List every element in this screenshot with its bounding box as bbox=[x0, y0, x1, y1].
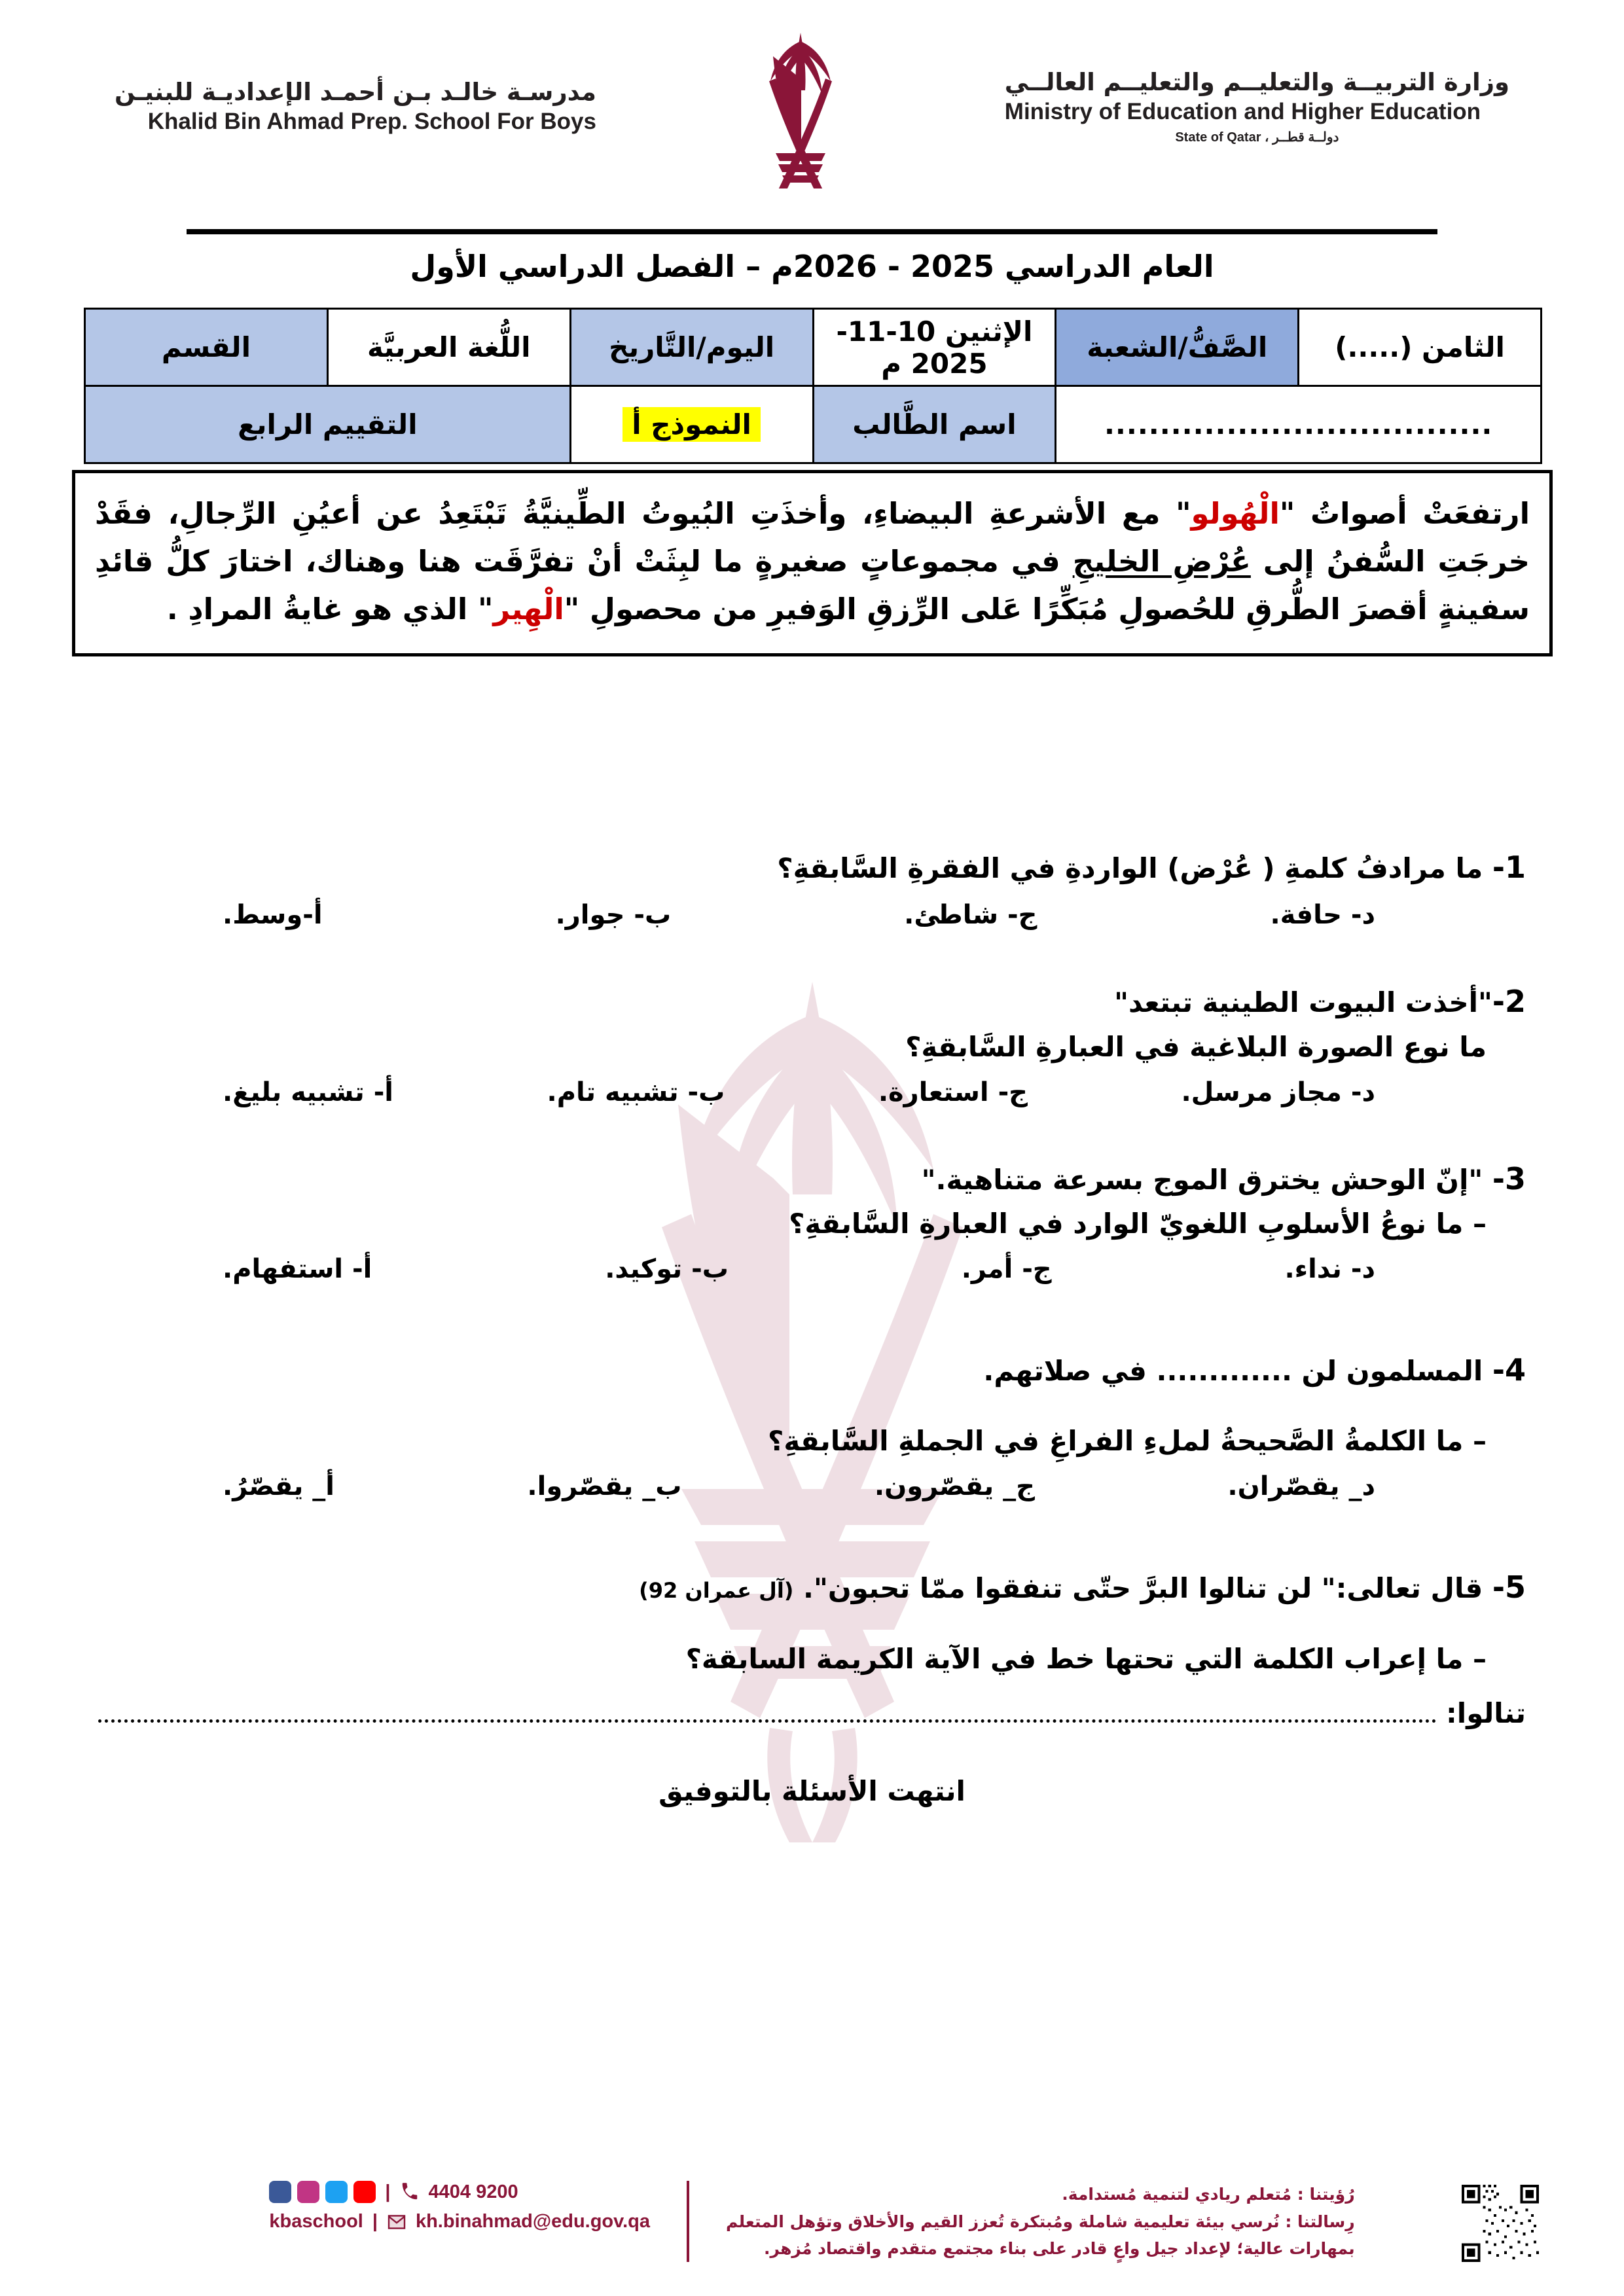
twitter-icon[interactable] bbox=[325, 2181, 348, 2203]
cell-date-label: اليوم/التَّاريخ bbox=[570, 309, 813, 386]
page-footer bbox=[0, 2181, 1624, 2262]
question-4-subtext: – ما الكلمةُ الصَّحيحةُ لملءِ الفراغِ في الجملةِ السَّابقةِ؟ bbox=[767, 1425, 1487, 1458]
cell-student-name-label: اسم الطَّالب bbox=[813, 386, 1056, 463]
contact-block bbox=[269, 2181, 650, 2233]
table-row bbox=[85, 386, 1542, 463]
option-a[interactable]: أ- تشبيه بليغ. bbox=[223, 1077, 394, 1107]
qr-code-icon bbox=[1462, 2185, 1539, 2262]
passage-part-2: " مع الأشرعةِ البيضاءِ، وأخذَتِ البُيوتُ الطِّينيَّةُ تَبْتَعِدُ عن أعيُنِ الرِّجالِ، فقَدْ خرجَتِ السُّفنُ إلى bbox=[95, 496, 1530, 579]
exam-info-table bbox=[84, 308, 1542, 464]
question-4-options bbox=[0, 1462, 1624, 1501]
end-of-questions-note: انتهت الأسئلة بالتوفيق bbox=[659, 1774, 965, 1807]
question-4 bbox=[0, 1347, 1624, 1501]
school-name-english: Khalid Bin Ahmad Prep. School For Boys bbox=[147, 109, 596, 134]
answer-blank-line[interactable] bbox=[98, 1713, 1437, 1723]
question-2-body: "أخذت البيوت الطينية تبتعد" bbox=[1114, 986, 1492, 1019]
mission-label: رِسالتنا : bbox=[1285, 2212, 1355, 2231]
vision-mission-block bbox=[726, 2181, 1355, 2262]
option-b[interactable]: ب_ يقصّروا. bbox=[527, 1471, 682, 1502]
email-address: kh.binahmad@edu.gov.qa bbox=[415, 2211, 651, 2233]
cell-subject-value: اللُّغة العربيَّة bbox=[327, 309, 570, 386]
question-2-subtext: ما نوع الصورة البلاغية في العبارةِ السَّابقةِ؟ bbox=[905, 1030, 1487, 1063]
cell-model-value bbox=[570, 386, 813, 463]
question-3-subtext: – ما نوعُ الأسلوبِ اللغويّ الوارد في العبارةِ السَّابقةِ؟ bbox=[789, 1207, 1487, 1240]
question-3-text bbox=[0, 1156, 1624, 1202]
question-3 bbox=[0, 1156, 1624, 1284]
facebook-icon[interactable] bbox=[269, 2181, 291, 2203]
ministry-name-arabic: وزارة التربيــة والتعليــم والتعليــم العالــي bbox=[1004, 67, 1509, 96]
question-3-number: 3- bbox=[1492, 1160, 1526, 1196]
qatar-emblem-icon bbox=[715, 25, 886, 188]
vision-line bbox=[726, 2181, 1355, 2208]
option-d[interactable]: د_ يقصّران. bbox=[1227, 1471, 1375, 1502]
question-4-number: 4- bbox=[1492, 1352, 1526, 1388]
question-5-text bbox=[0, 1564, 1624, 1611]
email-icon bbox=[387, 2214, 406, 2230]
phone-icon bbox=[400, 2182, 420, 2202]
answer-label: تنالوا: bbox=[1446, 1696, 1526, 1729]
option-a[interactable]: أ_ يقصّرُ. bbox=[223, 1471, 334, 1502]
passage-part-3: في مجموعاتٍ صغيرةٍ ما لبِثَتْ أنْ تفرَّقَت هنا وهناك، اختارَ كلُّ قائدِ سفينةٍ أقصرَ الطُّرقِ للحُصولِ مُبَكِّرًا عَلى الرِّزقِ الوَفيرِ من محصولِ " bbox=[95, 543, 1530, 626]
reading-passage bbox=[72, 470, 1553, 656]
vision-text: مُتعلم ريادي لتنمية مُستدامة. bbox=[1062, 2185, 1297, 2204]
option-b[interactable]: ب- تشبيه تام. bbox=[547, 1077, 725, 1107]
instagram-icon[interactable] bbox=[297, 2181, 319, 2203]
question-1-options bbox=[0, 891, 1624, 930]
handle-row bbox=[269, 2211, 650, 2233]
option-b[interactable]: ب- جوار. bbox=[555, 900, 672, 931]
page-title: العام الدراسي 2025 - 2026م – الفصل الدراسي الأول bbox=[410, 249, 1214, 284]
question-5 bbox=[0, 1564, 1624, 1729]
phone-number: 4404 9200 bbox=[428, 2181, 518, 2202]
option-b[interactable]: ب- توكيد. bbox=[605, 1254, 729, 1285]
pipe-separator: | bbox=[385, 2181, 391, 2202]
question-5-number: 5- bbox=[1492, 1570, 1526, 1605]
youtube-icon[interactable] bbox=[353, 2181, 376, 2203]
cell-grade-value: الثامن (.....) bbox=[1299, 309, 1542, 386]
option-c[interactable]: ج- شاطئ. bbox=[904, 900, 1038, 931]
question-5-answer-row bbox=[0, 1680, 1624, 1729]
social-handle: kbaschool bbox=[269, 2211, 363, 2233]
mission-line-2: بمهارات عالية؛ لإعداد جيل واعٍ قادر على بناء مجتمع متقدم واقتصاد مُزهر. bbox=[764, 2238, 1355, 2258]
option-d[interactable]: د- مجاز مرسل. bbox=[1181, 1077, 1375, 1107]
cell-date-value: الإثنين 10-11-2025 م bbox=[813, 309, 1056, 386]
question-3-options bbox=[0, 1245, 1624, 1284]
school-block bbox=[115, 78, 596, 135]
state-english: State of Qatar bbox=[1175, 130, 1261, 145]
ministry-block bbox=[1005, 68, 1509, 145]
option-c[interactable]: ج- استعارة. bbox=[878, 1077, 1028, 1107]
questions-section bbox=[0, 844, 1624, 1807]
option-a[interactable]: أ-وسط. bbox=[223, 900, 323, 931]
option-a[interactable]: أ- استفهام. bbox=[223, 1254, 372, 1285]
model-highlight: النموذج أ bbox=[623, 407, 761, 442]
question-1-number: 1- bbox=[1492, 850, 1526, 885]
option-c[interactable]: ج- أمر. bbox=[961, 1254, 1052, 1285]
question-2 bbox=[0, 978, 1624, 1107]
title-divider bbox=[187, 229, 1437, 234]
pipe-separator-2: | bbox=[372, 2211, 378, 2233]
vision-label: رُؤيتنا : bbox=[1297, 2185, 1355, 2204]
table-row bbox=[85, 309, 1542, 386]
question-1-body: ما مرادفُ كلمةِ ( عُرْض) الواردةِ في الفقرةِ السَّابقةِ؟ bbox=[777, 852, 1492, 884]
state-label: State of Qatar ، دولــة قطــر bbox=[1175, 130, 1339, 145]
passage-part-1: ارتفعَتْ أصواتُ " bbox=[1279, 496, 1530, 531]
question-2-text bbox=[0, 978, 1624, 1025]
question-1 bbox=[0, 844, 1624, 930]
school-name-arabic: مدرسـة خالـد بـن أحمـد الإعداديـة للبنيـن bbox=[115, 78, 596, 106]
passage-underlined-phrase: عُرْضِ الخليجِ bbox=[1072, 543, 1251, 579]
option-d[interactable]: د- حافة. bbox=[1270, 900, 1375, 931]
footer-divider bbox=[687, 2181, 689, 2262]
cell-subject-label: القسم bbox=[85, 309, 328, 386]
question-4-text bbox=[0, 1347, 1624, 1393]
social-icons bbox=[269, 2181, 376, 2203]
question-5-body: قال تعالى:" لن تنالوا البرَّ حتّى تنفقوا ممّا تحبون". bbox=[803, 1572, 1492, 1605]
cell-grade-label: الصَّفُّ/الشعبة bbox=[1056, 309, 1299, 386]
cell-student-name-value[interactable]: ................................... bbox=[1056, 386, 1542, 463]
option-d[interactable]: د- نداء. bbox=[1284, 1254, 1375, 1285]
passage-keyword-holo: الْهُولو bbox=[1191, 496, 1280, 531]
question-1-text bbox=[0, 844, 1624, 891]
question-5-reference: (آل عمران 92) bbox=[639, 1578, 794, 1604]
mission-line-1 bbox=[726, 2208, 1355, 2235]
letterhead bbox=[0, 0, 1624, 177]
question-3-body: "إنّ الوحش يخترق الموج بسرعة متناهية." bbox=[921, 1163, 1492, 1196]
ministry-name-english: Ministry of Education and Higher Education bbox=[1004, 98, 1481, 124]
passage-keyword-heer: الْهِير bbox=[493, 591, 564, 626]
question-5-subtext: – ما إعراب الكلمة التي تحتها خط في الآية الكريمة السابقة؟ bbox=[685, 1642, 1487, 1675]
question-2-options bbox=[0, 1068, 1624, 1107]
cell-assessment-label: التقييم الرابع bbox=[85, 386, 571, 463]
mission-text: نُرسي بيئة تعليمية شاملة ومُبتكرة تُعزز القيم والأخلاق وتؤهل المتعلم bbox=[726, 2212, 1286, 2231]
state-arabic: دولــة قطــر bbox=[1272, 130, 1339, 145]
phone-row bbox=[269, 2181, 650, 2203]
passage-part-4: " الذي هو غايةُ المرادِ . bbox=[166, 591, 494, 626]
question-4-body: المسلمون لن ............. في صلاتهم. bbox=[983, 1355, 1492, 1388]
option-c[interactable]: ج_ يقصّرون. bbox=[874, 1471, 1035, 1502]
question-2-number: 2- bbox=[1492, 984, 1526, 1020]
